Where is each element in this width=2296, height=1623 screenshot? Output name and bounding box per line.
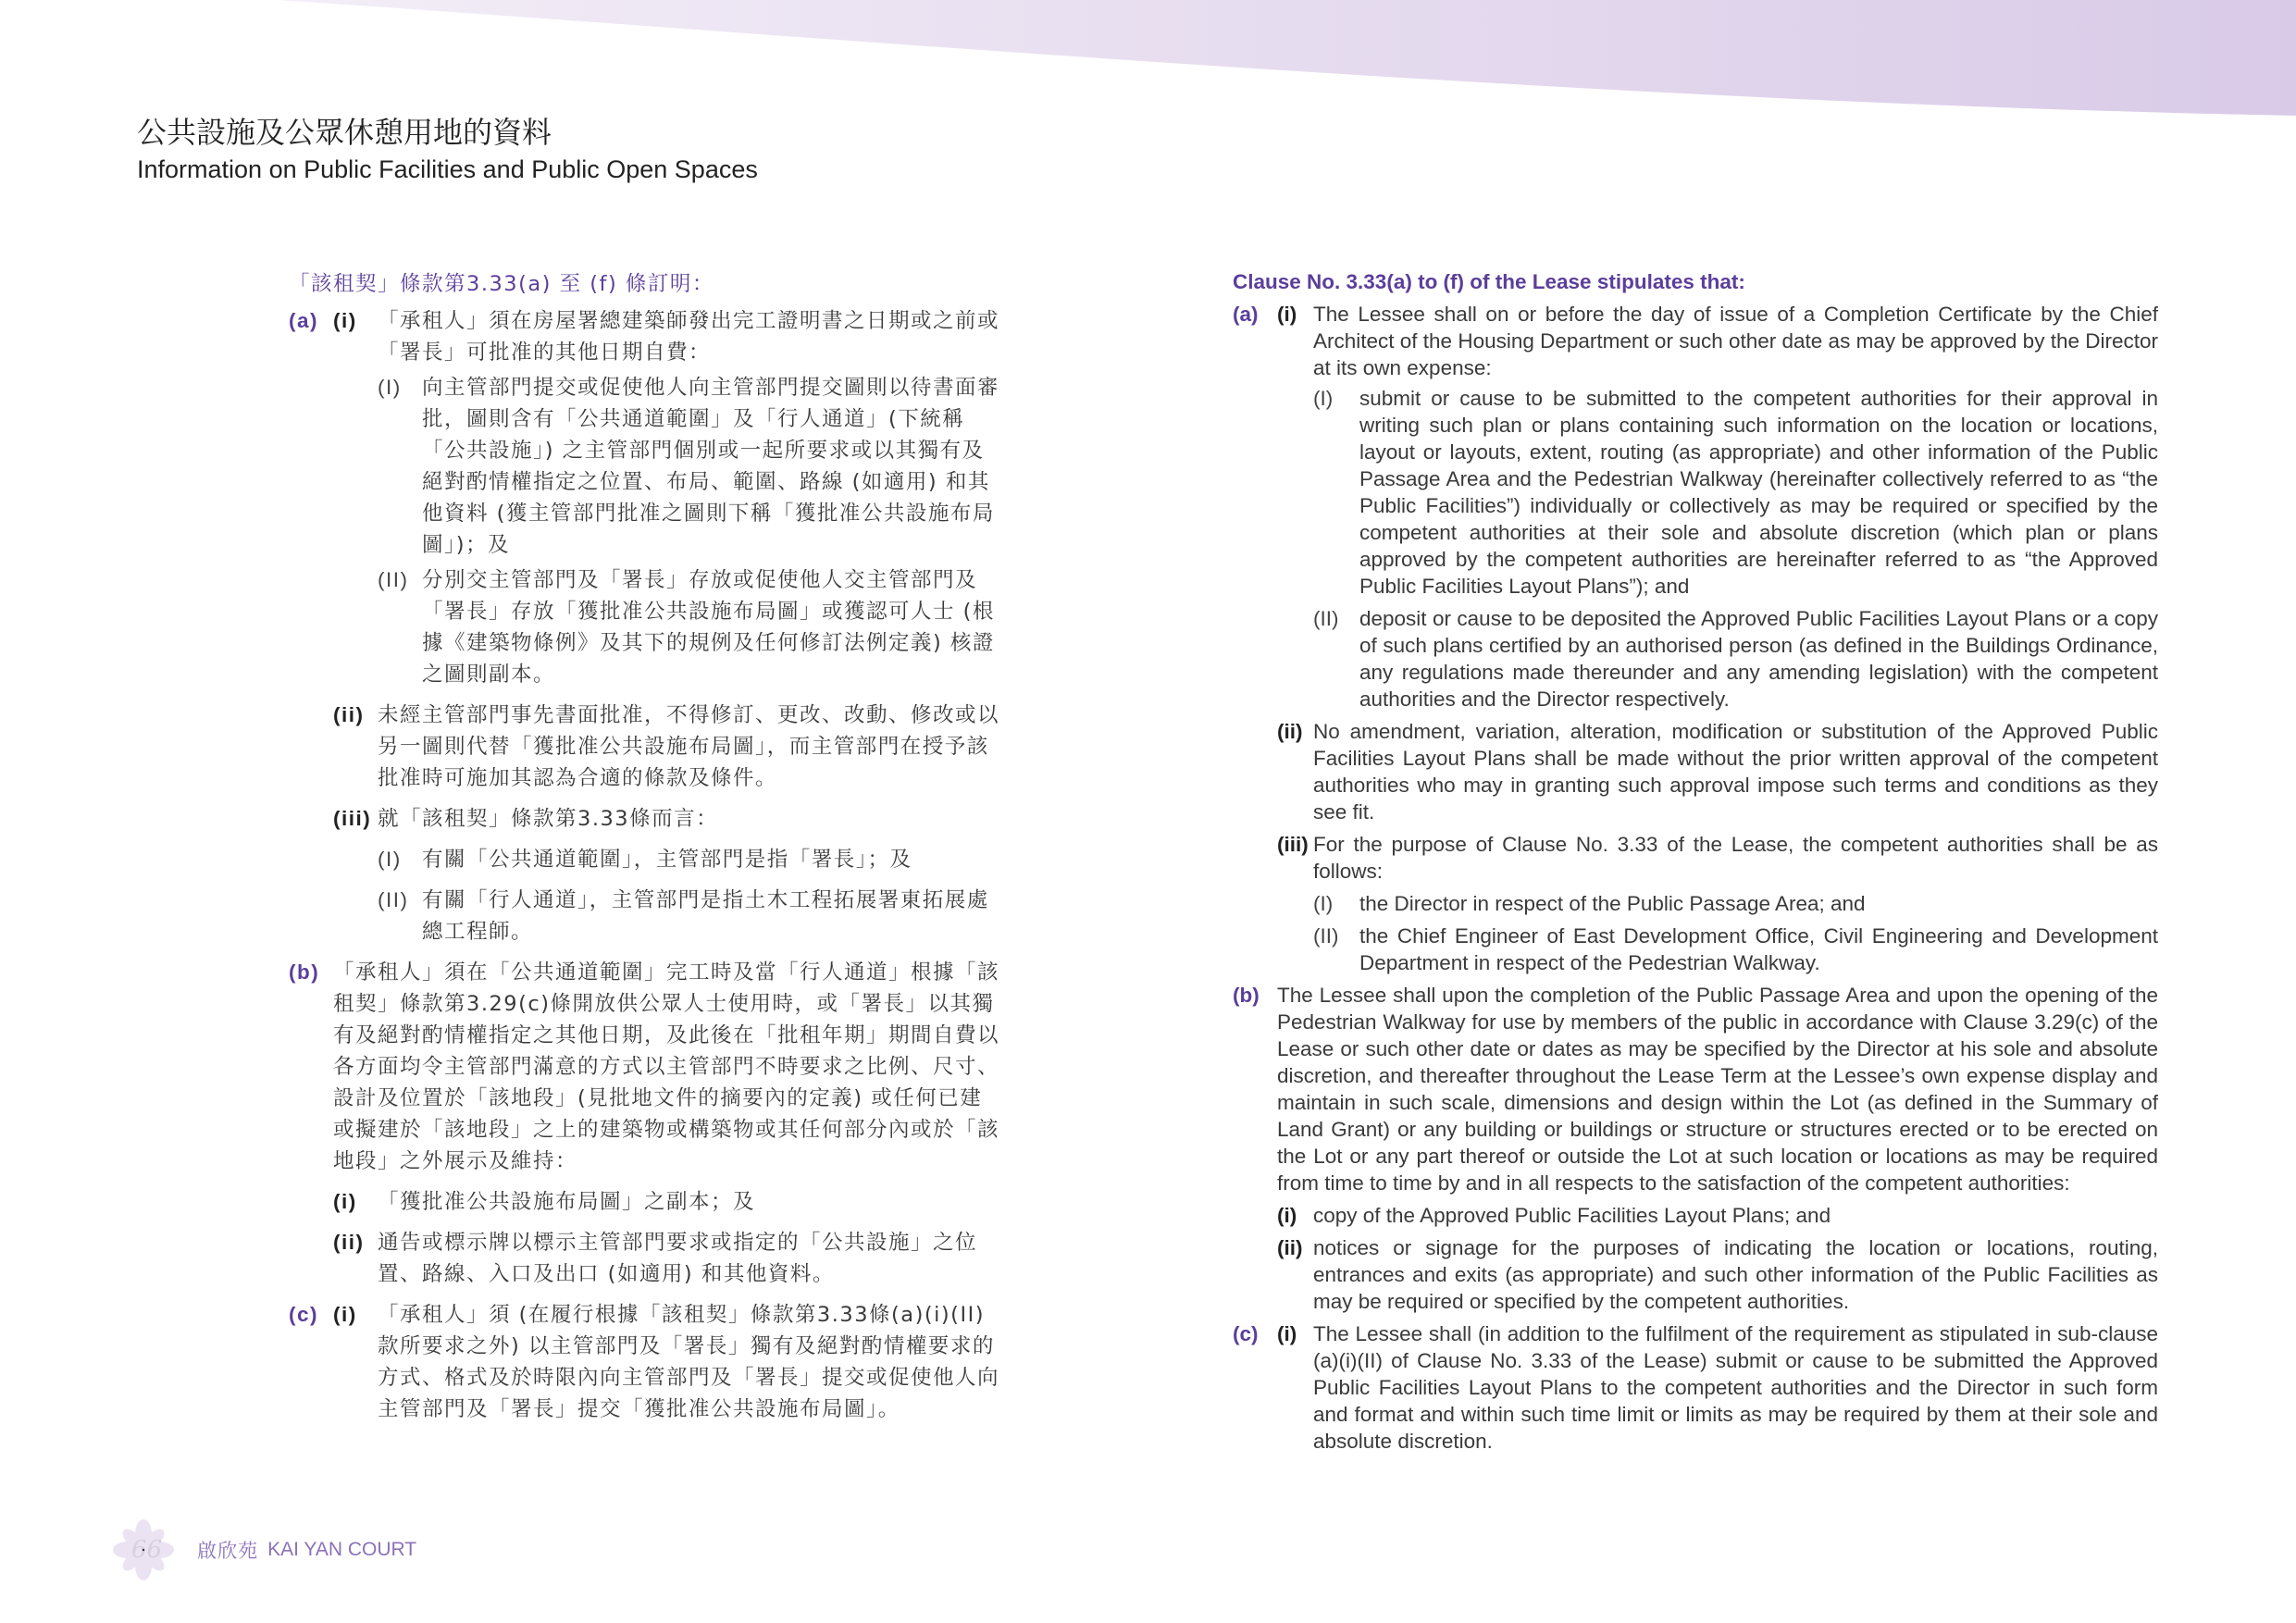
label-ii: (ii) <box>1277 1236 1303 1259</box>
clause-text: copy of the Approved Public Facilities Layout Plans; and <box>1313 1204 1831 1227</box>
clause-b-i-zh <box>289 1186 999 1218</box>
clause-c-i-body-en <box>1277 1320 2158 1455</box>
clause-text: 「承租人」須在「公共通道範圍」完工時及當「行人通道」根據「該租契」條款第3.29(c)條開放供公眾人士使用時，或「署長」以其獨有及絕對酌情權指定之其他日期，及此後在「批租年期」期間自費以各方面均令主管部門滿意的方式以主管部門不時要求之比例、尺寸、設計及位置於「該地段」(見批地文件的摘要內的定義) 或任何已建或擬建於「該地段」之上的建築物或構築物或其任何部分內或於「該地段」之外展示及維持： <box>333 960 1000 1173</box>
clause-a-i-body-en <box>1277 301 2158 381</box>
clause-intro-en: Clause No. 3.33(a) to (f) of the Lease stipulates that: <box>1233 270 1745 293</box>
clause-text: The Lessee shall on or before the day of issue of a Completion Certificate by the Chief Architect of the Housing Department or such other date as may be approved by the Director at its own expense: <box>1313 303 2158 379</box>
label-a: (a) <box>1233 303 1259 326</box>
flower-logo-icon <box>111 1518 176 1582</box>
clause-a-ii-en <box>1233 718 2158 825</box>
clause-text: the Director in respect of the Public Passage Area; and <box>1359 892 1866 915</box>
clause-a-i-body-zh <box>333 305 999 368</box>
clause-text: the Chief Engineer of East Development Office, Civil Engineering and Development Department in respect of the Pedestrian Walkway. <box>1359 924 2158 974</box>
clause-a-iii-I-zh <box>289 844 999 875</box>
clause-text: 未經主管部門事先書面批准，不得修訂、更改、改動、修改或以另一圖則代替「獲批准公共設施布局圖」，而主管部門在授予該批准時可施加其認為合適的條款及條件。 <box>378 703 1000 790</box>
label-i: (i) <box>1277 1204 1297 1227</box>
clause-b-en <box>1233 982 2158 1196</box>
clause-text: The Lessee shall (in addition to the fulfilment of the requirement as stipulated in sub-clause (a)(i)(II) of Clause No. 3.33 of the Lease) submit or cause to be submitted the Approved Public Facilities Layout Plans to the competent authorities and the Director in such form and format and within such time limit or limits as may be required by them at their sole and absolute discretion. <box>1313 1322 2158 1453</box>
clause-a-i-II-en <box>1233 605 2158 712</box>
label-II: (II) <box>1313 924 1339 948</box>
page-title-zh: 公共設施及公眾休憩用地的資料 <box>137 115 552 150</box>
clause-text: 「承租人」須 (在履行根據「該租契」條款第3.33條(a)(i)(II)款所要求之外) 以主管部門及「署長」獨有及絕對酌情權要求的方式、格式及於時限內向主管部門及「署長」提交或促使他人向主管部門及「署長」提交「獲批准公共設施布局圖」。 <box>378 1303 1000 1421</box>
clause-text: submit or cause to be submitted to the competent authorities for their approval in writing such plan or plans containing such information on the location or locations, layout or layouts, extent, routing (as appropriate) and other information of the Public Passage Area and the Pedestrian Walkway (hereinafter collectively referred to as “the Public Facilities”) individually or collectively as may be required or specified by the competent authorities at their sole and absolute discretion (which plan or plans approved by the competent authorities are hereinafter referred to as “the Approved Public Facilities Layout Plans”); and <box>1359 387 2158 598</box>
clause-a-i-en <box>1233 301 2158 381</box>
clause-text: No amendment, variation, alteration, modification or substitution of the Approved Public Facilities Layout Plans shall be made without the prior written approval of the competent authorities who may in granting such approval impose such terms and conditions as they see fit. <box>1313 720 2158 824</box>
clause-c-i-zh <box>289 1299 999 1425</box>
label-i: (i) <box>333 309 357 332</box>
clause-c-i-body-zh <box>333 1299 999 1425</box>
clause-a-iii-zh <box>289 803 999 835</box>
clause-a-i-zh <box>289 305 999 368</box>
label-a: (a) <box>289 309 318 332</box>
page-footer <box>111 1518 416 1582</box>
estate-name-zh: 啟欣苑 <box>197 1540 259 1562</box>
label-iii: (iii) <box>333 807 372 830</box>
label-i: (i) <box>1277 1322 1297 1345</box>
label-ii: (ii) <box>1277 720 1303 743</box>
clause-text: 有關「行人通道」，主管部門是指土木工程拓展署東拓展處總工程師。 <box>422 888 989 944</box>
label-c: (c) <box>1233 1322 1259 1345</box>
clause-a-i-I-en <box>1233 385 2158 600</box>
clause-intro-zh: 「該租契」條款第3.33(a) 至 (f) 條訂明： <box>289 272 714 296</box>
clause-text: For the purpose of Clause No. 3.33 of the Lease, the competent authorities shall be as follows: <box>1313 833 2158 883</box>
clause-a-i-II-zh <box>289 564 999 690</box>
label-b: (b) <box>1233 984 1260 1007</box>
clause-text: 就「該租契」條款第3.33條而言： <box>378 807 719 831</box>
english-column <box>1233 268 2158 1458</box>
clause-text: 分別交主管部門及「署長」存放或促使他人交主管部門及「署長」存放「獲批准公共設施布局圖」或獲認可人士 (根據《建築物條例》及其下的規例及任何修訂法例定義) 核證之圖則副本。 <box>422 568 995 687</box>
label-I: (I) <box>1313 892 1334 915</box>
clause-a-i-I-zh <box>289 372 999 561</box>
label-i: (i) <box>333 1303 357 1326</box>
label-ii: (ii) <box>333 1231 365 1254</box>
page-title-en: Information on Public Facilities and Public Open Spaces <box>137 155 758 183</box>
clause-text: notices or signage for the purposes of indicating the location or locations, routing, entrances and exits (as appropriate) and such other information of the Public Facilities as may be required or specified by the competent authorities. <box>1313 1236 2158 1313</box>
clause-text: 向主管部門提交或促使他人向主管部門提交圖則以待書面審批，圖則含有「公共通道範圍」及「行人通道」(下統稱「公共設施」) 之主管部門個別或一起所要求或以其獨有及絕對酌情權指定之位置、布局、範圍、路線 (如適用) 和其他資料 (獲主管部門批准之圖則下稱「獲批准公共設施布局圖」)；及 <box>422 376 1000 557</box>
label-i: (i) <box>333 1190 357 1213</box>
label-I: (I) <box>378 848 402 871</box>
clause-text: 有關「公共通道範圍」，主管部門是指「署長」；及 <box>422 848 912 872</box>
clause-b-zh <box>289 957 999 1177</box>
label-II: (II) <box>378 568 409 591</box>
clause-text: 「獲批准公共設施布局圖」之副本；及 <box>378 1190 756 1214</box>
clause-a-iii-en <box>1233 831 2158 885</box>
clause-text: The Lessee shall upon the completion of the Public Passage Area and upon the opening of the Pedestrian Walkway for use by members of the public in accordance with Clause 3.29(c) of the Lease or such other date or dates as may be specified by the Director at his sole and absolute discretion, and thereafter throughout the Lease Term at the Lessee’s own expense display and maintain in such scale, dimensions and design within the Lot (as defined in the Summary of Land Grant) or any building or buildings or structure or structures erected or to be erected on the Lot or any part thereof or outside the Lot at such location or locations as may be required from time to time by and in all respects to the satisfaction of the competent authorities: <box>1277 984 2158 1195</box>
estate-name-en: KAI YAN COURT <box>267 1539 417 1560</box>
label-I: (I) <box>378 376 402 399</box>
label-II: (II) <box>1313 607 1339 630</box>
clause-a-ii-zh <box>289 700 999 794</box>
label-i: (i) <box>1277 303 1297 326</box>
clause-a-iii-I-en <box>1233 890 2158 917</box>
clause-c-i-en <box>1233 1320 2158 1455</box>
clause-b-ii-en <box>1233 1234 2158 1315</box>
decorative-top-band <box>0 0 2296 130</box>
clause-text: deposit or cause to be deposited the Approved Public Facilities Layout Plans or a copy of such plans certified by an authorised person (as defined in the Buildings Ordinance, any regulations made thereunder and any amending legislation) with the competent authorities and the Director respectively. <box>1359 607 2158 711</box>
label-ii: (ii) <box>333 703 365 726</box>
label-II: (II) <box>378 888 409 911</box>
page-heading <box>137 113 758 187</box>
label-iii: (iii) <box>1277 833 1309 856</box>
label-b: (b) <box>289 960 320 984</box>
label-I: (I) <box>1313 387 1334 410</box>
clause-b-ii-zh <box>289 1227 999 1290</box>
clause-b-i-en <box>1233 1202 2158 1229</box>
chinese-column <box>289 268 999 1429</box>
clause-a-iii-II-en <box>1233 923 2158 976</box>
clause-text: 「承租人」須在房屋署總建築師發出完工證明書之日期或之前或「署長」可批准的其他日期自費： <box>378 309 1000 365</box>
label-c: (c) <box>289 1303 318 1326</box>
clause-a-iii-II-zh <box>289 885 999 948</box>
clause-text: 通告或標示牌以標示主管部門要求或指定的「公共設施」之位置、路線、入口及出口 (如適用) 和其他資料。 <box>378 1231 978 1286</box>
